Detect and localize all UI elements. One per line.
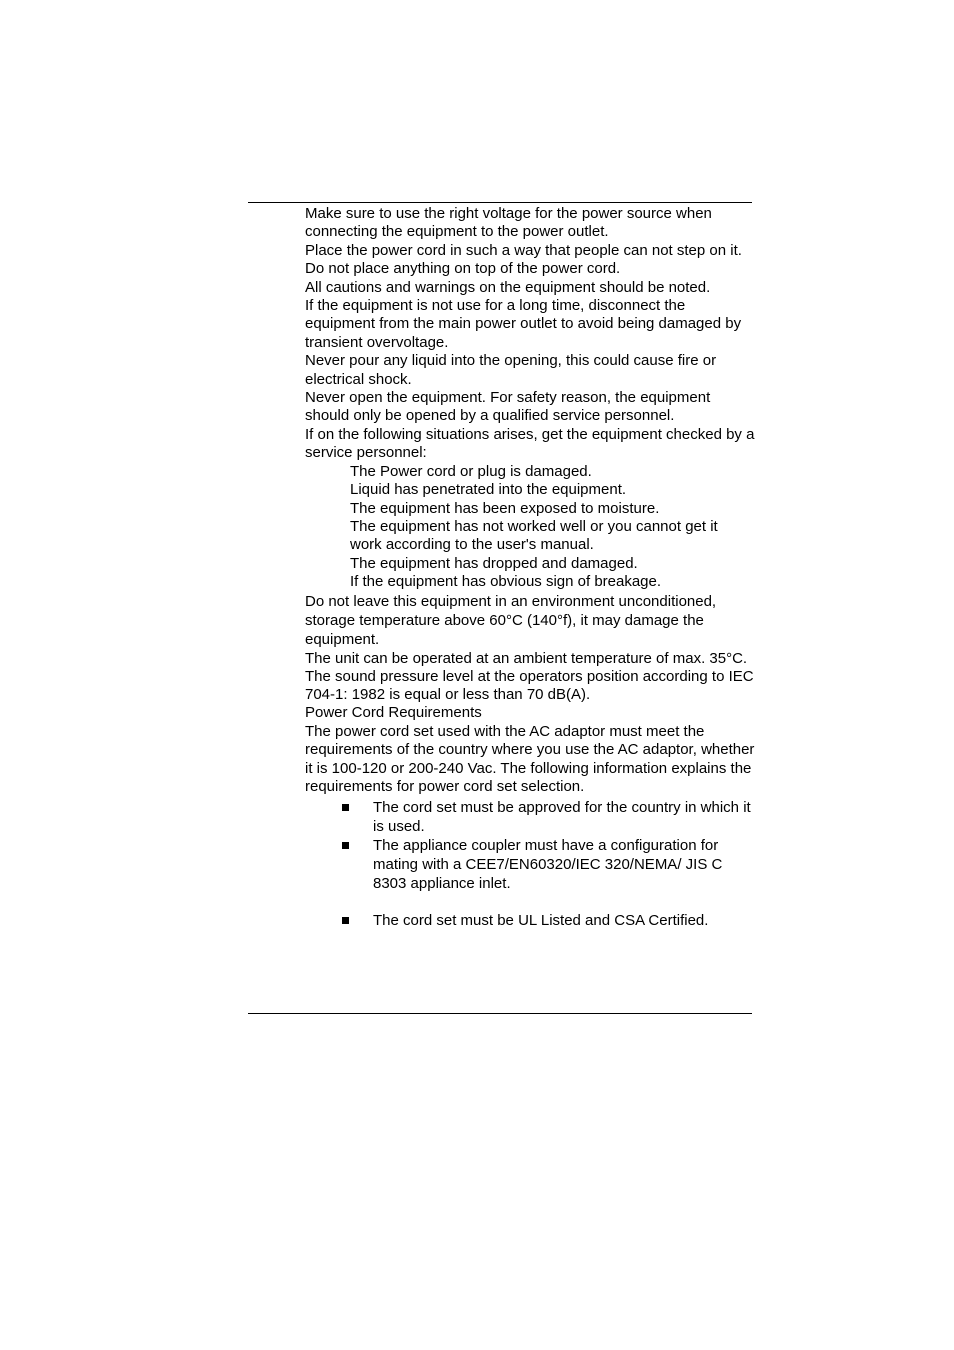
paragraph-situations-intro: If on the following situations arises, get the equipment checked by a service personnel: xyxy=(305,425,755,462)
cord-requirements-list xyxy=(305,798,755,930)
list-item: The equipment has dropped and damaged. xyxy=(350,554,638,572)
bottom-rule xyxy=(248,1013,752,1014)
list-item xyxy=(305,798,755,836)
paragraph-ambient-temperature: The unit can be operated at an ambient temperature of max. 35°C. xyxy=(305,649,748,667)
list-item: Liquid has penetrated into the equipment. xyxy=(350,481,627,499)
square-bullet-icon xyxy=(342,917,349,924)
list-item: If the equipment has obvious sign of breakage. xyxy=(350,573,662,591)
paragraph-power-cord-placement: Place the power cord in such a way that people can not step on it. Do not place anything on top of the power cord. xyxy=(305,241,742,278)
power-cord-heading: Power Cord Requirements xyxy=(305,704,482,722)
paragraph-storage-temperature: Do not leave this equipment in an environment unconditioned, storage temperature above 60°C (140°f), it may damage the equipment. xyxy=(305,592,717,648)
list-item: The equipment has been exposed to moisture. xyxy=(350,499,660,517)
list-item-text: The cord set must be approved for the country in which it is used. xyxy=(373,799,751,836)
power-cord-intro: The power cord set used with the AC adaptor must meet the requirements of the country where you use the AC adaptor, whether it is 100-120 or 200-240 Vac. The following information explains the requirements for power cord set selection. xyxy=(305,722,755,795)
paragraph-disconnect: If the equipment is not use for a long time, disconnect the equipment from the main power outlet to avoid being damaged by transient overvoltage. xyxy=(305,297,742,351)
safety-instructions xyxy=(305,205,755,930)
list-item xyxy=(305,836,755,893)
list-item xyxy=(305,911,755,930)
paragraph-voltage: Make sure to use the right voltage for the power source when connecting the equipment to the power outlet. xyxy=(305,205,712,241)
paragraph-sound-pressure: The sound pressure level at the operators position according to IEC 704-1: 1982 is equal or less than 70 dB(A). xyxy=(305,667,754,703)
list-item: The Power cord or plug is damaged. xyxy=(350,462,592,480)
list-item-text: The appliance coupler must have a configuration for mating with a CEE7/EN60320/IEC 320/NEMA/ JIS C 8303 appliance inlet. xyxy=(373,837,723,893)
paragraph-liquid: Never pour any liquid into the opening, this could cause fire or electrical shock. xyxy=(305,352,717,388)
paragraph-cautions: All cautions and warnings on the equipment should be noted. xyxy=(305,278,711,296)
square-bullet-icon xyxy=(342,842,349,849)
list-item: The equipment has not worked well or you cannot get it work according to the user's manual. xyxy=(350,517,718,554)
square-bullet-icon xyxy=(342,804,349,811)
top-rule xyxy=(248,202,752,203)
list-item-text: The cord set must be UL Listed and CSA Certified. xyxy=(373,912,709,930)
situations-list xyxy=(305,463,755,592)
paragraph-never-open: Never open the equipment. For safety reason, the equipment should only be opened by a qualified service personnel. xyxy=(305,389,711,425)
